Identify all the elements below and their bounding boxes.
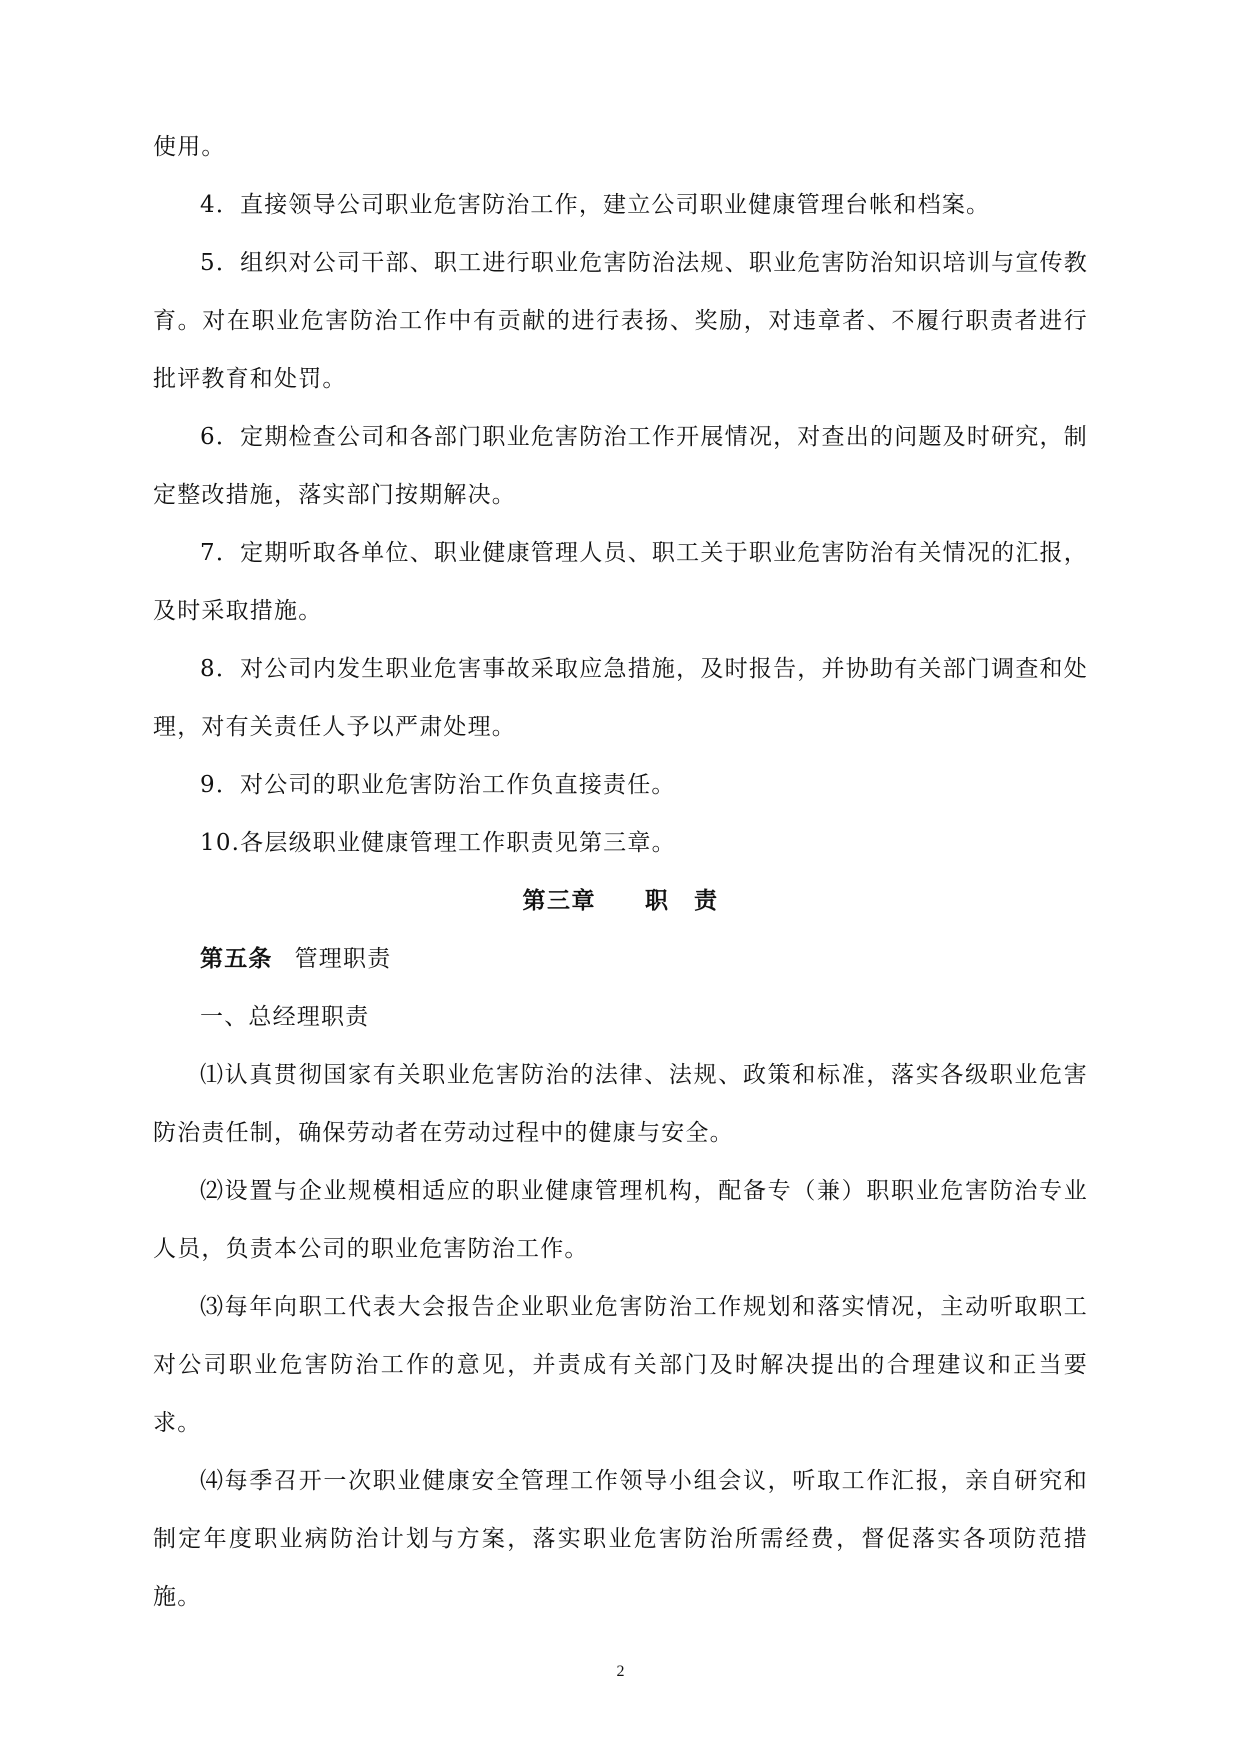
paragraph-item-6: 6．定期检查公司和各部门职业危害防治工作开展情况，对查出的问题及时研究，制定整改措施，落实部门按期解决。 [153, 424, 1088, 508]
paragraph-item-8: 8．对公司内发生职业危害事故采取应急措施，及时报告，并协助有关部门调查和处理，对有关责任人予以严肃处理。 [153, 656, 1088, 740]
paragraph-duty-3: ⑶每年向职工代表大会报告企业职业危害防治工作规划和落实情况，主动听取职工对公司职业危害防治工作的意见，并责成有关部门及时解决提出的合理建议和正当要求。 [153, 1294, 1088, 1436]
paragraph-continuation: 使用。 [153, 134, 226, 160]
paragraph-item-9: 9．对公司的职业危害防治工作负直接责任。 [200, 772, 676, 798]
paragraph-item-10: 10.各层级职业健康管理工作职责见第三章。 [200, 830, 676, 856]
article-title: 管理职责 [294, 946, 392, 972]
paragraph-item-5: 5．组织对公司干部、职工进行职业危害防治法规、职业危害防治知识培训与宣传教育。对在职业危害防治工作中有贡献的进行表扬、奖励，对违章者、不履行职责者进行批评教育和处罚。 [153, 250, 1088, 392]
paragraph-duty-4: ⑷每季召开一次职业健康安全管理工作领导小组会议，听取工作汇报，亲自研究和制定年度职业病防治计划与方案，落实职业危害防治所需经费，督促落实各项防范措施。 [153, 1468, 1088, 1610]
section-heading: 一、总经理职责 [200, 1004, 370, 1030]
article-label: 第五条 [200, 945, 273, 972]
paragraph-item-4: 4．直接领导公司职业危害防治工作，建立公司职业健康管理台帐和档案。 [200, 192, 991, 218]
chapter-title: 第三章 职 责 [522, 887, 719, 914]
paragraph-duty-2: ⑵设置与企业规模相适应的职业健康管理机构，配备专（兼）职职业危害防治专业人员，负责本公司的职业危害防治工作。 [153, 1178, 1088, 1262]
page-number: 2 [616, 1663, 625, 1680]
article-heading [153, 930, 1088, 988]
document-body [153, 118, 1088, 1626]
paragraph-item-7: 7．定期听取各单位、职业健康管理人员、职工关于职业危害防治有关情况的汇报，及时采取措施。 [153, 540, 1088, 624]
paragraph-duty-1: ⑴认真贯彻国家有关职业危害防治的法律、法规、政策和标准，落实各级职业危害防治责任制，确保劳动者在劳动过程中的健康与安全。 [153, 1062, 1088, 1146]
